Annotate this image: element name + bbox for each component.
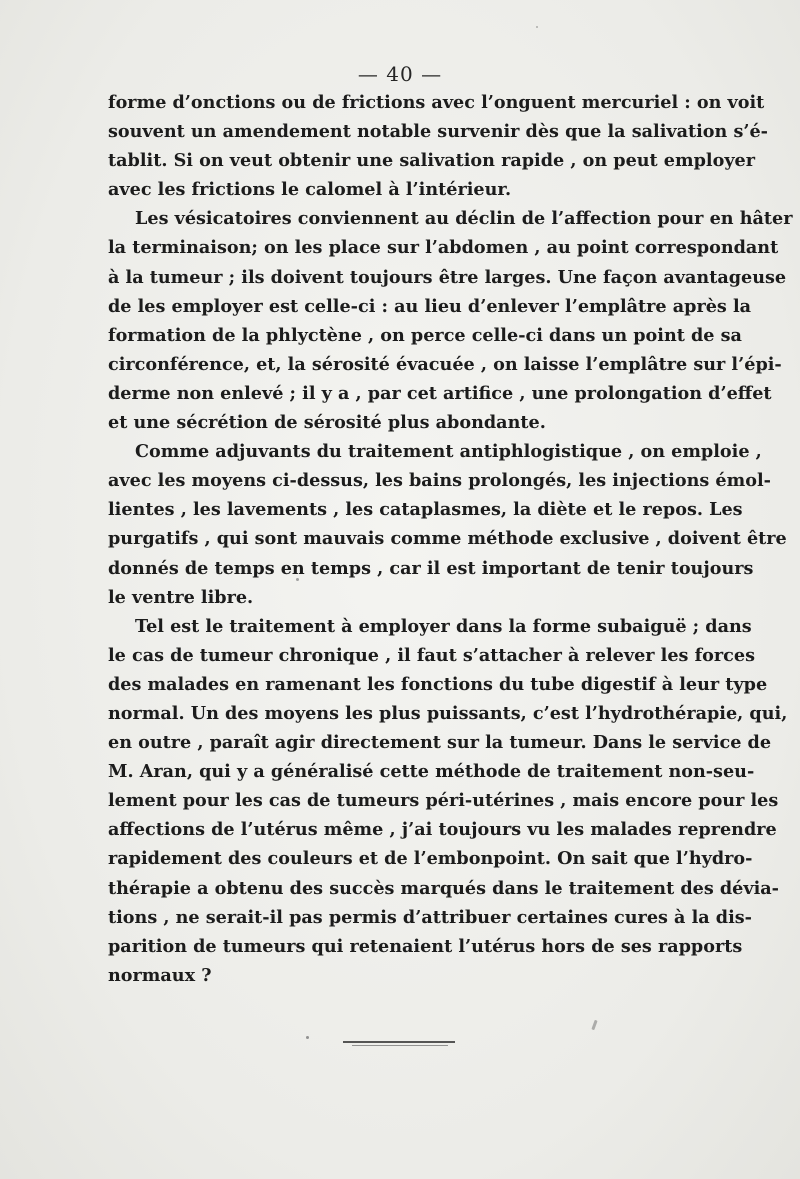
ink-speck	[591, 1020, 597, 1030]
text-line: le ventre libre.	[108, 586, 254, 608]
text-line: de les employer est celle-ci : au lieu d’enlever l’emplâtre après la	[108, 295, 752, 317]
text-line: souvent un amendement notable survenir dès que la salivation s’é-	[108, 121, 768, 143]
text-line: en outre , paraît agir directement sur la tumeur. Dans le service de	[108, 732, 772, 754]
body-text	[108, 88, 793, 990]
text-line: tablit. Si on veut obtenir une salivation rapide , on peut employer	[108, 150, 756, 172]
ink-speck	[296, 578, 299, 581]
text-line: M. Aran, qui y a généralisé cette méthode de traitement non-seu-	[108, 761, 755, 783]
text-line: forme d’onctions ou de frictions avec l’onguent mercuriel : on voit	[108, 92, 765, 113]
text-line: purgatifs , qui sont mauvais comme méthode exclusive , doivent être	[108, 528, 787, 550]
text-line: thérapie a obtenu des succès marqués dans le traitement des dévia-	[108, 877, 779, 899]
text-line: avec les frictions le calomel à l’intérieur.	[108, 179, 512, 201]
text-line: rapidement des couleurs et de l’embonpoint. On sait que l’hydro-	[108, 848, 753, 870]
text-line: Les vésicatoires conviennent au déclin de l’affection pour en hâter	[135, 208, 793, 230]
text-line: parition de tumeurs qui retenaient l’utérus hors de ses rapports	[108, 935, 743, 957]
text-line: derme non enlevé ; il y a , par cet artifice , une prolongation d’effet	[108, 382, 772, 404]
text-line: donnés de temps en temps , car il est important de tenir toujours	[108, 557, 754, 579]
text-line: Tel est le traitement à employer dans la forme subaiguë ; dans	[135, 615, 752, 637]
text-line: lement pour les cas de tumeurs péri-utérines , mais encore pour les	[108, 790, 779, 812]
page-number: — 40 —	[357, 62, 443, 86]
text-line: circonférence, et, la sérosité évacuée , on laisse l’emplâtre sur l’épi-	[108, 353, 782, 375]
end-rule-thin	[352, 1045, 448, 1046]
text-line: normaux ?	[108, 964, 212, 986]
text-line: des malades en ramenant les fonctions du tube digestif à leur type	[108, 673, 768, 695]
text-line: affections de l’utérus même , j’ai toujours vu les malades reprendre	[108, 819, 777, 841]
text-line: avec les moyens ci-dessus, les bains prolongés, les injections émol-	[108, 470, 771, 492]
text-line: lientes , les lavements , les cataplasmes, la diète et le repos. Les	[108, 499, 743, 521]
text-line: et une sécrétion de sérosité plus abondante.	[108, 412, 546, 434]
end-rule	[343, 1041, 455, 1043]
text-line: la terminaison; on les place sur l’abdomen , au point correspondant	[108, 237, 779, 259]
text-line: normal. Un des moyens les plus puissants, c’est l’hydrothérapie, qui,	[108, 702, 788, 724]
ink-speck	[536, 26, 538, 28]
text-line: tions , ne serait-il pas permis d’attribuer certaines cures à la dis-	[108, 906, 752, 928]
text-line: à la tumeur ; ils doivent toujours être larges. Une façon avantageuse	[108, 266, 787, 288]
text-line: formation de la phlyctène , on perce celle-ci dans un point de sa	[108, 324, 742, 346]
ink-speck	[306, 1036, 309, 1039]
text-line: Comme adjuvants du traitement antiphlogistique , on emploie ,	[135, 441, 762, 463]
text-line: le cas de tumeur chronique , il faut s’attacher à relever les forces	[108, 644, 755, 666]
